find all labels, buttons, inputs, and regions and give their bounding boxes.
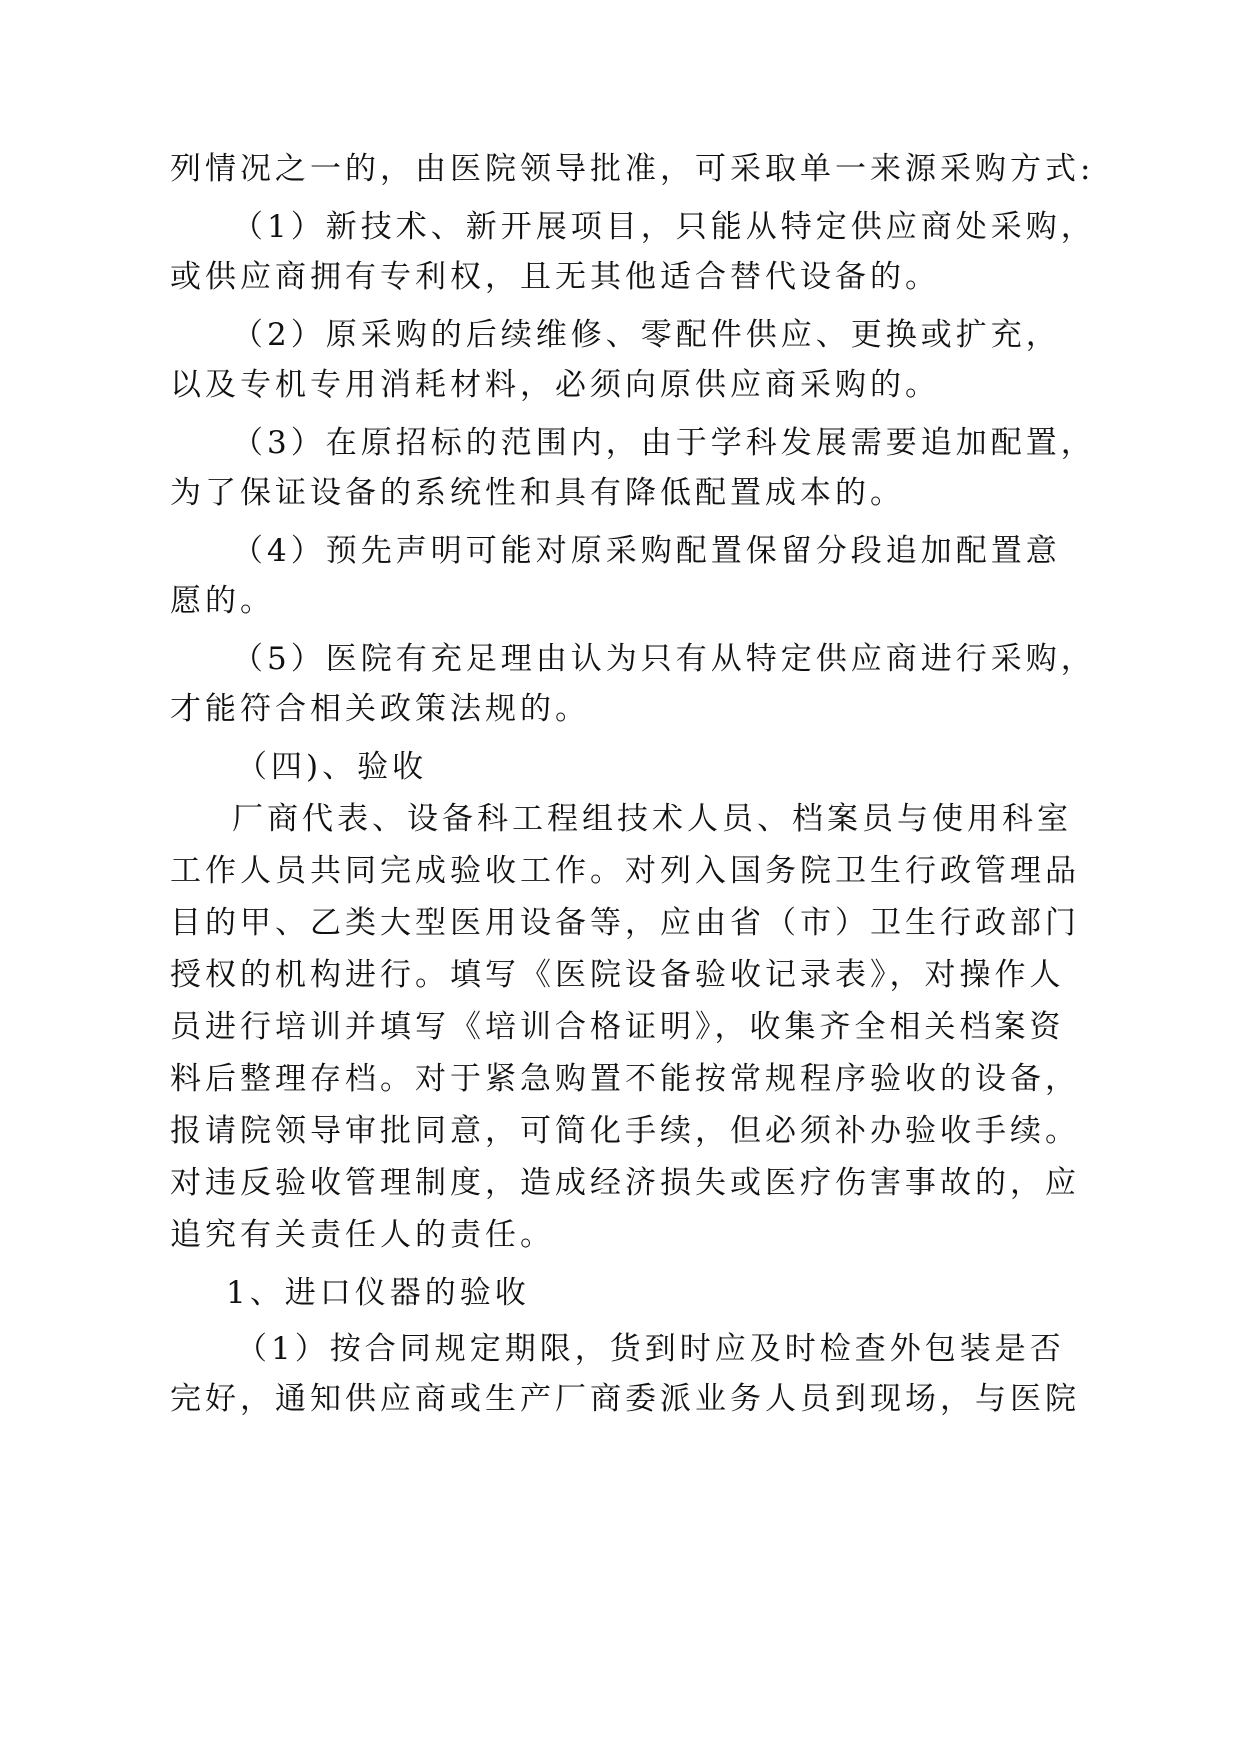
text-line-1: 列情况之一的，由医院领导批准，可采取单一来源采购方式: xyxy=(170,151,1095,187)
subsection-heading-import: 1、进口仪器的验收 xyxy=(226,1275,530,1311)
text-line-5: 以及专机专用消耗材料，必须向原供应商采购的。 xyxy=(170,367,940,403)
text-line-13: 厂商代表、设备科工程组技术人员、档案员与使用科室 xyxy=(232,801,1072,837)
text-line-6: （3）在原招标的范围内，由于学科发展需要追加配置， xyxy=(232,425,1096,461)
section-heading-acceptance: （四)、验收 xyxy=(236,749,428,785)
text-line-16: 授权的机构进行。填写《医院设备验收记录表》，对操作人 xyxy=(170,957,1065,993)
text-line-21: 追究有关责任人的责任。 xyxy=(170,1217,555,1253)
text-line-4: （2）原采购的后续维修、零配件供应、更换或扩充， xyxy=(232,317,1061,353)
text-line-17: 员进行培训并填写《培训合格证明》，收集齐全相关档案资 xyxy=(170,1009,1065,1045)
text-line-18: 料后整理存档。对于紧急购置不能按常规程序验收的设备， xyxy=(170,1061,1080,1097)
text-line-24: 完好，通知供应商或生产厂商委派业务人员到现场，与医院 xyxy=(170,1381,1080,1417)
text-line-2: （1）新技术、新开展项目，只能从特定供应商处采购， xyxy=(232,209,1096,245)
text-line-11: 才能符合相关政策法规的。 xyxy=(170,691,590,727)
text-line-8: （4）预先声明可能对原采购配置保留分段追加配置意 xyxy=(232,533,1061,569)
text-line-3: 或供应商拥有专利权，且无其他适合替代设备的。 xyxy=(170,259,940,295)
text-line-19: 报请院领导审批同意，可简化手续，但必须补办验收手续。 xyxy=(170,1113,1080,1149)
text-line-7: 为了保证设备的系统性和具有降低配置成本的。 xyxy=(170,475,905,511)
text-line-10: （5）医院有充足理由认为只有从特定供应商进行采购， xyxy=(232,641,1096,677)
text-line-15: 目的甲、乙类大型医用设备等，应由省（市）卫生行政部门 xyxy=(170,905,1080,941)
text-line-9: 愿的。 xyxy=(170,583,275,619)
text-line-20: 对违反验收管理制度，造成经济损失或医疗伤害事故的，应 xyxy=(170,1165,1080,1201)
text-line-14: 工作人员共同完成验收工作。对列入国务院卫生行政管理品 xyxy=(170,853,1080,889)
text-line-23: （1）按合同规定期限，货到时应及时检查外包装是否 xyxy=(236,1331,1065,1367)
